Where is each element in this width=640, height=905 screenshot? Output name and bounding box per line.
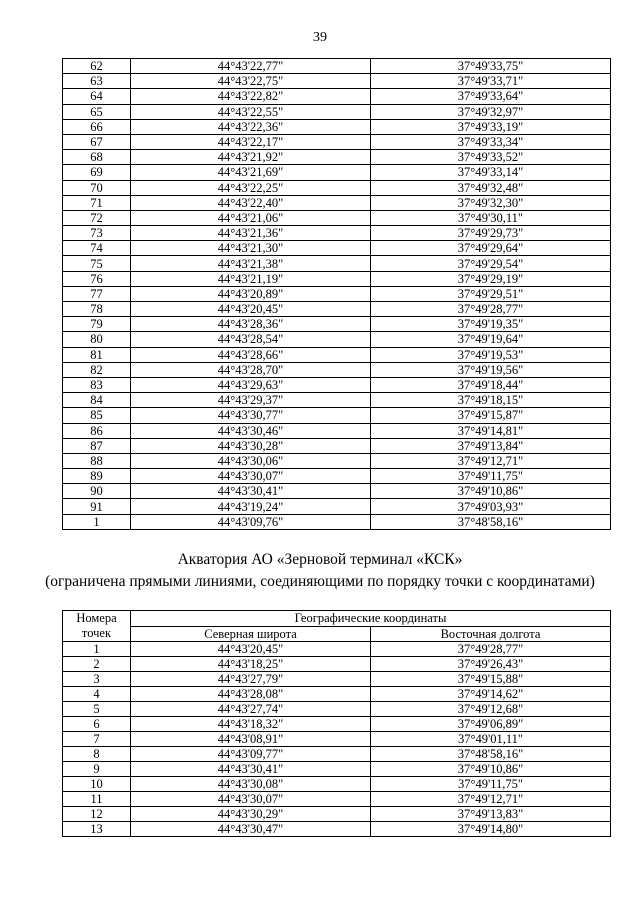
table-row: [63, 807, 611, 822]
point-number-cell: 75: [63, 256, 131, 271]
longitude-cell: 37°49'28,77": [371, 642, 611, 657]
latitude-cell: 44°43'21,92": [131, 150, 371, 165]
point-number-cell: 89: [63, 469, 131, 484]
longitude-cell: 37°49'33,75": [371, 59, 611, 74]
longitude-cell: 37°49'29,73": [371, 226, 611, 241]
latitude-cell: 44°43'28,70": [131, 362, 371, 377]
table-row: [63, 732, 611, 747]
table-row: [63, 499, 611, 514]
longitude-cell: 37°49'12,71": [371, 453, 611, 468]
latitude-cell: 44°43'22,40": [131, 195, 371, 210]
latitude-cell: 44°43'18,32": [131, 717, 371, 732]
coordinates-table-continued: [62, 58, 611, 530]
section-subtitle: (ограничена прямыми линиями, соединяющими по порядку точки с координатами): [45, 573, 595, 590]
point-number-cell: 84: [63, 393, 131, 408]
longitude-cell: 37°49'14,80": [371, 822, 611, 837]
point-number-cell: 11: [63, 792, 131, 807]
longitude-cell: 37°49'26,43": [371, 657, 611, 672]
latitude-cell: 44°43'22,25": [131, 180, 371, 195]
point-number-cell: 71: [63, 195, 131, 210]
latitude-cell: 44°43'22,55": [131, 104, 371, 119]
table-row: [63, 180, 611, 195]
point-number-cell: 64: [63, 89, 131, 104]
latitude-cell: 44°43'30,06": [131, 453, 371, 468]
longitude-cell: 37°48'58,16": [371, 514, 611, 529]
point-number-cell: 13: [63, 822, 131, 837]
point-number-cell: 85: [63, 408, 131, 423]
point-number-cell: 66: [63, 119, 131, 134]
geo-coordinates-header: Географические координаты: [131, 611, 611, 627]
longitude-cell: 37°49'18,44": [371, 377, 611, 392]
latitude-cell: 44°43'22,17": [131, 134, 371, 149]
longitude-cell: 37°49'11,75": [371, 777, 611, 792]
table-row: [63, 514, 611, 529]
table-row: [63, 717, 611, 732]
table-row: [63, 792, 611, 807]
point-number-cell: 8: [63, 747, 131, 762]
point-number-cell: 83: [63, 377, 131, 392]
latitude-cell: 44°43'21,19": [131, 271, 371, 286]
point-number-cell: 73: [63, 226, 131, 241]
table-row: [63, 777, 611, 792]
point-number-cell: 68: [63, 150, 131, 165]
table-row: [63, 332, 611, 347]
table-row: [63, 453, 611, 468]
latitude-cell: 44°43'27,74": [131, 702, 371, 717]
point-number-cell: 69: [63, 165, 131, 180]
point-number-cell: 86: [63, 423, 131, 438]
table-row: [63, 438, 611, 453]
latitude-cell: 44°43'30,47": [131, 822, 371, 837]
point-number-cell: 70: [63, 180, 131, 195]
latitude-cell: 44°43'28,54": [131, 332, 371, 347]
latitude-cell: 44°43'08,91": [131, 732, 371, 747]
section-title: Акватория АО «Зерновой терминал «КСК»: [177, 551, 463, 568]
latitude-cell: 44°43'30,46": [131, 423, 371, 438]
latitude-cell: 44°43'30,28": [131, 438, 371, 453]
table-row: [63, 241, 611, 256]
table-row: [63, 747, 611, 762]
table-row: [63, 74, 611, 89]
table-row: [63, 687, 611, 702]
longitude-cell: 37°49'29,19": [371, 271, 611, 286]
table-row: [63, 484, 611, 499]
latitude-cell: 44°43'22,82": [131, 89, 371, 104]
longitude-cell: 37°49'12,71": [371, 792, 611, 807]
table-row: [63, 134, 611, 149]
latitude-cell: 44°43'09,77": [131, 747, 371, 762]
table-row: [63, 347, 611, 362]
latitude-cell: 44°43'22,77": [131, 59, 371, 74]
point-number-cell: 62: [63, 59, 131, 74]
table-row: [63, 469, 611, 484]
longitude-cell: 37°49'19,56": [371, 362, 611, 377]
point-number-header: Номера точек: [63, 611, 131, 642]
table-row: [63, 104, 611, 119]
longitude-cell: 37°49'01,11": [371, 732, 611, 747]
longitude-cell: 37°49'30,11": [371, 210, 611, 225]
point-number-cell: 80: [63, 332, 131, 347]
longitude-cell: 37°49'10,86": [371, 762, 611, 777]
longitude-cell: 37°49'19,35": [371, 317, 611, 332]
longitude-cell: 37°49'32,97": [371, 104, 611, 119]
longitude-cell: 37°49'33,52": [371, 150, 611, 165]
point-number-cell: 67: [63, 134, 131, 149]
latitude-cell: 44°43'18,25": [131, 657, 371, 672]
latitude-cell: 44°43'09,76": [131, 514, 371, 529]
longitude-cell: 37°49'33,14": [371, 165, 611, 180]
latitude-cell: 44°43'30,41": [131, 484, 371, 499]
point-number-cell: 90: [63, 484, 131, 499]
point-number-cell: 81: [63, 347, 131, 362]
point-number-cell: 79: [63, 317, 131, 332]
point-number-cell: 72: [63, 210, 131, 225]
point-number-cell: 3: [63, 672, 131, 687]
latitude-cell: 44°43'28,08": [131, 687, 371, 702]
point-number-cell: 74: [63, 241, 131, 256]
latitude-cell: 44°43'30,77": [131, 408, 371, 423]
latitude-header: Северная широта: [131, 626, 371, 642]
point-number-cell: 88: [63, 453, 131, 468]
latitude-cell: 44°43'21,36": [131, 226, 371, 241]
longitude-cell: 37°49'28,77": [371, 302, 611, 317]
point-number-cell: 77: [63, 286, 131, 301]
latitude-cell: 44°43'30,29": [131, 807, 371, 822]
aquatory-coordinates-table: [62, 610, 611, 837]
point-number-cell: 76: [63, 271, 131, 286]
table-row: [63, 119, 611, 134]
latitude-cell: 44°43'30,08": [131, 777, 371, 792]
longitude-cell: 37°49'12,68": [371, 702, 611, 717]
longitude-cell: 37°49'29,64": [371, 241, 611, 256]
table-row: [63, 657, 611, 672]
longitude-cell: 37°48'58,16": [371, 747, 611, 762]
latitude-cell: 44°43'29,37": [131, 393, 371, 408]
point-number-cell: 5: [63, 702, 131, 717]
longitude-cell: 37°49'33,71": [371, 74, 611, 89]
longitude-cell: 37°49'14,62": [371, 687, 611, 702]
longitude-cell: 37°49'13,84": [371, 438, 611, 453]
table-row: [63, 317, 611, 332]
latitude-cell: 44°43'21,69": [131, 165, 371, 180]
longitude-cell: 37°49'33,64": [371, 89, 611, 104]
table-row: [63, 256, 611, 271]
latitude-cell: 44°43'30,41": [131, 762, 371, 777]
table-row: [63, 642, 611, 657]
point-number-cell: 9: [63, 762, 131, 777]
table-row: [63, 377, 611, 392]
longitude-header: Восточная долгота: [371, 626, 611, 642]
latitude-cell: 44°43'22,36": [131, 119, 371, 134]
table-row: [63, 89, 611, 104]
table-row: [63, 302, 611, 317]
table-row: [63, 210, 611, 225]
table-row: [63, 702, 611, 717]
point-number-cell: 82: [63, 362, 131, 377]
point-number-cell: 63: [63, 74, 131, 89]
latitude-cell: 44°43'21,06": [131, 210, 371, 225]
table-row: [63, 195, 611, 210]
longitude-cell: 37°49'19,64": [371, 332, 611, 347]
latitude-cell: 44°43'19,24": [131, 499, 371, 514]
point-number-cell: 65: [63, 104, 131, 119]
point-number-cell: 7: [63, 732, 131, 747]
latitude-cell: 44°43'28,36": [131, 317, 371, 332]
latitude-cell: 44°43'21,38": [131, 256, 371, 271]
point-number-cell: 6: [63, 717, 131, 732]
point-number-cell: 4: [63, 687, 131, 702]
point-number-cell: 10: [63, 777, 131, 792]
latitude-cell: 44°43'21,30": [131, 241, 371, 256]
table-row: [63, 423, 611, 438]
longitude-cell: 37°49'14,81": [371, 423, 611, 438]
latitude-cell: 44°43'30,07": [131, 469, 371, 484]
longitude-cell: 37°49'29,54": [371, 256, 611, 271]
table-row: [63, 271, 611, 286]
table-row: [63, 59, 611, 74]
table-row: [63, 150, 611, 165]
longitude-cell: 37°49'11,75": [371, 469, 611, 484]
point-number-cell: 12: [63, 807, 131, 822]
page-number: 39: [313, 30, 327, 45]
longitude-cell: 37°49'15,88": [371, 672, 611, 687]
point-number-cell: 1: [63, 514, 131, 529]
longitude-cell: 37°49'33,34": [371, 134, 611, 149]
longitude-cell: 37°49'06,89": [371, 717, 611, 732]
longitude-cell: 37°49'32,30": [371, 195, 611, 210]
longitude-cell: 37°49'03,93": [371, 499, 611, 514]
longitude-cell: 37°49'33,19": [371, 119, 611, 134]
latitude-cell: 44°43'28,66": [131, 347, 371, 362]
latitude-cell: 44°43'30,07": [131, 792, 371, 807]
latitude-cell: 44°43'29,63": [131, 377, 371, 392]
table-row: [63, 286, 611, 301]
longitude-cell: 37°49'15,87": [371, 408, 611, 423]
table-row: [63, 822, 611, 837]
point-number-cell: 87: [63, 438, 131, 453]
table-row: [63, 393, 611, 408]
latitude-cell: 44°43'27,79": [131, 672, 371, 687]
table-row: [63, 762, 611, 777]
longitude-cell: 37°49'18,15": [371, 393, 611, 408]
latitude-cell: 44°43'20,45": [131, 302, 371, 317]
table-row: [63, 362, 611, 377]
longitude-cell: 37°49'10,86": [371, 484, 611, 499]
point-number-cell: 91: [63, 499, 131, 514]
longitude-cell: 37°49'32,48": [371, 180, 611, 195]
point-number-cell: 1: [63, 642, 131, 657]
latitude-cell: 44°43'20,89": [131, 286, 371, 301]
table-row: [63, 226, 611, 241]
point-number-cell: 2: [63, 657, 131, 672]
latitude-cell: 44°43'22,75": [131, 74, 371, 89]
point-number-cell: 78: [63, 302, 131, 317]
longitude-cell: 37°49'19,53": [371, 347, 611, 362]
longitude-cell: 37°49'29,51": [371, 286, 611, 301]
longitude-cell: 37°49'13,83": [371, 807, 611, 822]
table-row: [63, 408, 611, 423]
table-row: [63, 672, 611, 687]
table-row: [63, 165, 611, 180]
latitude-cell: 44°43'20,45": [131, 642, 371, 657]
